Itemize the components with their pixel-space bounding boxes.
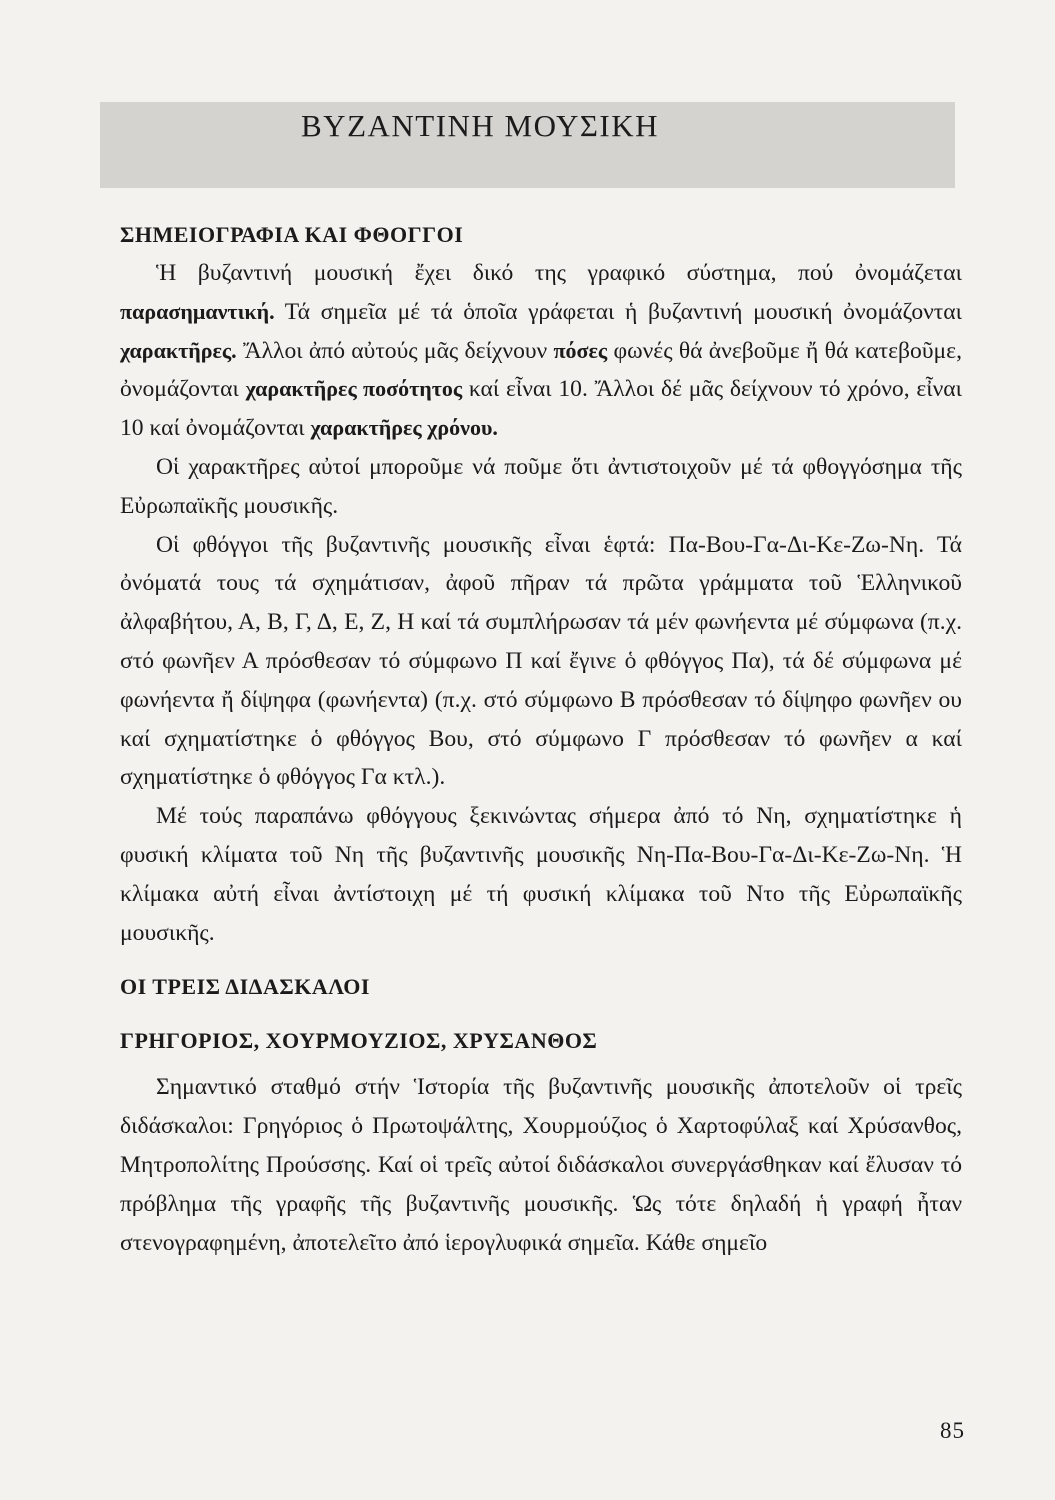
running-title: ΒΥΖΑΝΤΙΝΗ ΜΟΥΣΙΚΗ: [301, 108, 659, 143]
text-run: Τά σημεῖα μέ τά ὁποῖα γράφεται ἡ βυζαντινή μουσική ὀνομάζονται: [274, 298, 962, 325]
paragraph-scale: Μέ τούς παραπάνω φθόγγους ξεκινώντας σήμερα ἀπό τό Νη, σχηματίστηκε ἡ φυσική κλίματα τοῦ Νη τῆς βυζαντινῆς μουσικῆς Νη-Πα-Βου-Γα-Δι-Κε-Ζω-Νη. Ἡ κλίμακα αὐτή εἶναι ἀντίστοιχη μέ τή φυσική κλίμακα τοῦ Ντο τῆς Εὐρωπαϊκῆς μουσικῆς.: [120, 803, 962, 946]
text-run: Ἡ βυζαντινή μουσική ἔχει δικό της γραφικό σύστημα, πού ὀνομάζεται: [156, 260, 962, 286]
text-run: καί εἶναι 10. Ἄλλοι δέ μᾶς δείχνουν τό χρόνο, εἶναι 10 καί ὀνομάζονται: [120, 376, 962, 442]
paragraph-three-teachers: Σημαντικό σταθμό στήν Ἱστορία τῆς βυζαντινῆς μουσικῆς ἀποτελοῦν οἱ τρεῖς διδάσκαλοι: Γρηγόριος ὁ Πρωτοψάλτης, Χουρμούζιος ὁ Χαρτοφύλαξ καί Χρύσανθος, Μητροπολίτης Προύσσης. Καί οἱ τρεῖς αὐτοί διδάσκαλοι συνεργάσθηκαν καί ἔλυσαν τό πρόβλημα τῆς γραφῆς τῆς βυζαντινῆς μουσικῆς. Ὡς τότε δηλαδή ἡ γραφή ἦταν στενογραφημένη, ἀποτελεῖτο ἀπό ἱερογλυφικά σημεῖα. Κάθε σημεῖο: [120, 1074, 962, 1256]
term-parasimantiki: παρασημαντική.: [120, 298, 275, 324]
term-poses: πόσες: [553, 337, 608, 363]
term-charaktires-chronou: χαρακτῆρες χρόνου.: [310, 415, 498, 441]
page-number: 85: [940, 1418, 965, 1443]
page-content: [120, 222, 962, 1262]
subheading-teacher-names: ΓΡΗΓΟΡΙΟΣ, ΧΟΥΡΜΟΥΖΙΟΣ, ΧΡΥΣΑΝΘΟΣ: [120, 1028, 598, 1054]
term-charaktires: χαρακτῆρες.: [120, 337, 237, 363]
text-run: φωνές θά ἀνεβοῦμε ἤ θά κατεβοῦμε, ὀνομάζονται: [120, 337, 962, 403]
paragraph-correspondence: Οἱ χαρακτῆρες αὐτοί μποροῦμε νά ποῦμε ὅτι ἀντιστοιχοῦν μέ τά φθογγόσημα τῆς Εὐρωπαϊκῆς μουσικῆς.: [120, 453, 962, 519]
paragraph-notation-system: [120, 254, 962, 448]
section-heading-three-teachers: ΟΙ ΤΡΕΙΣ ΔΙΔΑΣΚΑΛΟΙ: [120, 974, 370, 1000]
term-charaktires-posotitos: χαρακτῆρες ποσότητος: [245, 376, 463, 402]
paragraph-notes: Οἱ φθόγγοι τῆς βυζαντινῆς μουσικῆς εἶναι ἑφτά: Πα-Βου-Γα-Δι-Κε-Ζω-Νη. Τά ὀνόματά τους τά σχημάτισαν, ἀφοῦ πῆραν τά πρῶτα γράμματα τοῦ Ἑλληνικοῦ ἀλφαβήτου, Α, Β, Γ, Δ, Ε, Ζ, Η καί τά συμπλήρωσαν τά μέν φωνήεντα μέ σύμφωνα (π.χ. στό φωνῆεν Α πρόσθεσαν τό σύμφωνο Π καί ἔγινε ὁ φθόγγος Πα), τά δέ σύμφωνα μέ φωνήεντα ἤ δίψηφα (φωνήεντα) (π.χ. στό σύμφωνο Β πρόσθεσαν τό δίψηφο φωνῆεν ου καί σχηματίστηκε ὁ φθόγγος Βου, στό σύμφωνο Γ πρόσθεσαν τό φωνῆεν α καί σχηματίστηκε ὁ φθόγγος Γα κτλ.).: [120, 531, 962, 791]
text-run: Ἄλλοι ἀπό αὐτούς μᾶς δείχνουν: [236, 337, 554, 364]
section-heading-notation: ΣΗΜΕΙΟΓΡΑΦΙΑ ΚΑΙ ΦΘΟΓΓΟΙ: [120, 222, 464, 247]
